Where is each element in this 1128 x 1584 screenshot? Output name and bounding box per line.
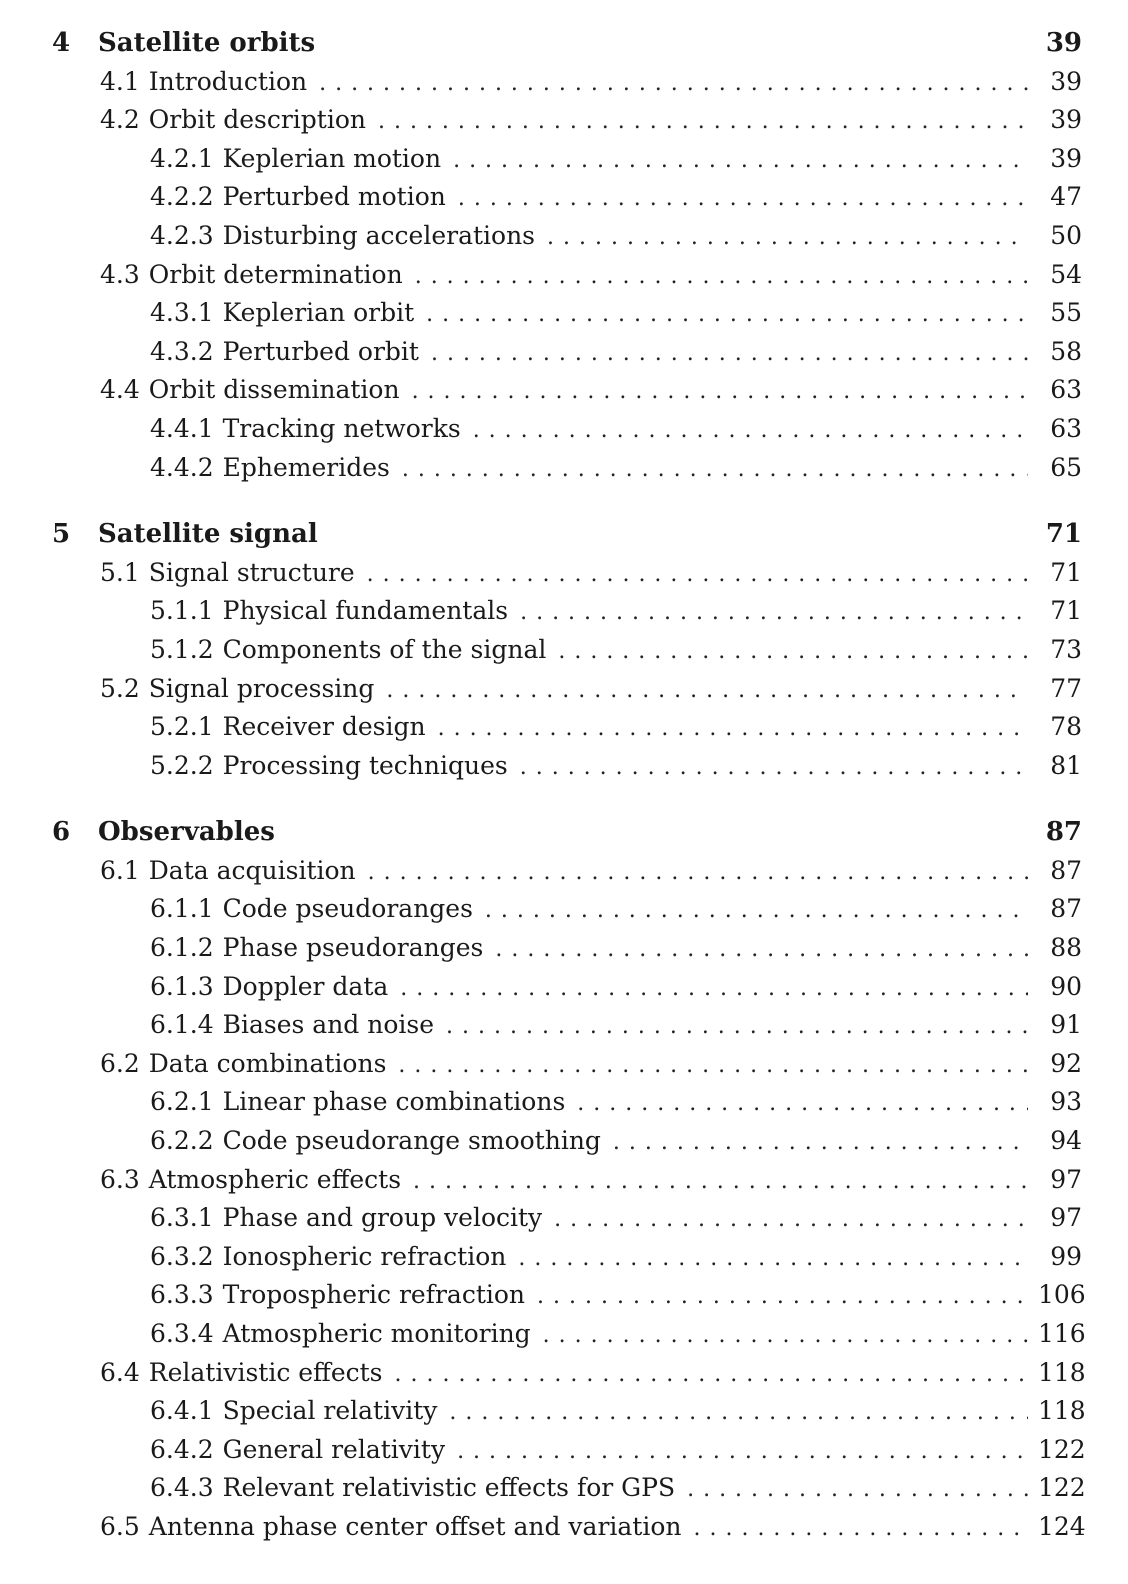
toc-subsection-entry[interactable]	[52, 1199, 1082, 1238]
entry-title: Perturbed motion	[222, 182, 446, 212]
entry-page-number: 124	[1038, 1511, 1086, 1541]
toc-subsection-entry[interactable]	[52, 410, 1082, 449]
entry-page-number: 106	[1038, 1280, 1086, 1310]
toc-chapter-heading[interactable]	[52, 24, 1082, 63]
toc-subsection-entry[interactable]	[52, 140, 1082, 179]
entry-number: 6.3.3	[150, 1280, 214, 1310]
entry-page-number: 77	[1050, 673, 1082, 703]
toc-section-entry[interactable]	[52, 101, 1082, 140]
entry-number: 6.1.1	[150, 894, 214, 924]
entry-number: 6.2	[100, 1048, 140, 1078]
dot-leader	[577, 1085, 1028, 1124]
dot-leader	[520, 594, 1028, 633]
entry-title: Antenna phase center offset and variation	[148, 1511, 682, 1541]
entry-title: Keplerian orbit	[222, 298, 415, 328]
entry-title: Phase pseudoranges	[222, 933, 484, 963]
dot-leader	[543, 1317, 1028, 1356]
entry-title: Physical fundamentals	[222, 596, 509, 626]
entry-page-number: 39	[1050, 66, 1082, 96]
toc-chapter-5	[52, 515, 1082, 785]
entry-title: Doppler data	[222, 971, 389, 1001]
toc-subsection-entry[interactable]	[52, 929, 1082, 968]
entry-number: 6.3.1	[150, 1203, 214, 1233]
entry-number: 5.2.1	[150, 712, 214, 742]
entry-page-number: 97	[1050, 1203, 1082, 1233]
dot-leader	[368, 854, 1028, 893]
toc-subsection-entry[interactable]	[52, 890, 1082, 929]
toc-subsection-entry[interactable]	[52, 449, 1082, 488]
entry-title: Introduction	[148, 66, 308, 96]
chapter-number: 4	[52, 28, 71, 58]
toc-subsection-entry[interactable]	[52, 708, 1082, 747]
dot-leader	[458, 180, 1028, 219]
dot-leader	[402, 451, 1028, 490]
toc-subsection-entry[interactable]	[52, 592, 1082, 631]
dot-leader	[431, 335, 1028, 374]
entry-title: Orbit dissemination	[148, 375, 400, 405]
entry-page-number: 118	[1038, 1357, 1086, 1387]
dot-leader	[319, 65, 1028, 104]
toc-subsection-entry[interactable]	[52, 1122, 1082, 1161]
entry-number: 4.3.1	[150, 298, 214, 328]
entry-title: Orbit description	[148, 105, 366, 135]
dot-leader	[412, 373, 1028, 412]
chapter-title: Satellite orbits	[98, 28, 316, 58]
entry-page-number: 93	[1050, 1087, 1082, 1117]
entry-title: Special relativity	[222, 1396, 438, 1426]
entry-title: Receiver design	[222, 712, 426, 742]
toc-section-entry[interactable]	[52, 1508, 1086, 1547]
dot-leader	[378, 103, 1028, 142]
entry-number: 6.4.1	[150, 1396, 214, 1426]
entry-page-number: 118	[1038, 1396, 1086, 1426]
toc-subsection-entry[interactable]	[52, 217, 1082, 256]
entry-page-number: 54	[1050, 259, 1082, 289]
entry-number: 6.4.3	[150, 1473, 214, 1503]
dot-leader	[687, 1471, 1028, 1510]
dot-leader	[415, 258, 1028, 297]
entry-number: 6.1	[100, 855, 140, 885]
entry-page-number: 73	[1050, 634, 1082, 664]
entry-title: Code pseudorange smoothing	[222, 1126, 601, 1156]
dot-leader	[520, 749, 1028, 788]
entry-title: Signal processing	[148, 673, 375, 703]
entry-title: Processing techniques	[222, 750, 508, 780]
entry-page-number: 71	[1050, 557, 1082, 587]
entry-number: 5.1.1	[150, 596, 214, 626]
entry-page-number: 94	[1050, 1126, 1082, 1156]
entry-title: Biases and noise	[222, 1010, 435, 1040]
entry-page-number: 58	[1050, 336, 1082, 366]
entry-title: Keplerian motion	[222, 143, 442, 173]
dot-leader	[547, 219, 1028, 258]
chapter-title: Observables	[98, 817, 275, 848]
dot-leader	[473, 412, 1028, 451]
chapter-number: 6	[52, 817, 71, 848]
dot-leader	[457, 1433, 1028, 1472]
entry-page-number: 71	[1050, 596, 1082, 626]
chapter-page-number: 71	[1045, 519, 1082, 550]
entry-page-number: 50	[1050, 220, 1082, 250]
toc-subsection-entry[interactable]	[52, 294, 1082, 333]
toc-section-entry[interactable]	[52, 1161, 1082, 1200]
toc-chapter-heading[interactable]	[52, 515, 1082, 554]
entry-number: 6.1.4	[150, 1010, 214, 1040]
entry-page-number: 87	[1050, 855, 1082, 885]
dot-leader	[446, 1008, 1028, 1047]
entry-title: Ephemerides	[222, 452, 390, 482]
entry-number: 4.4	[100, 375, 140, 405]
entry-number: 4.3.2	[150, 336, 214, 366]
entry-title: Perturbed orbit	[222, 336, 419, 366]
toc-subsection-entry[interactable]	[52, 1006, 1082, 1045]
entry-page-number: 122	[1038, 1473, 1086, 1503]
entry-page-number: 63	[1050, 375, 1082, 405]
dot-leader	[613, 1124, 1028, 1163]
entry-number: 4.2.3	[150, 220, 214, 250]
entry-number: 4.4.1	[150, 413, 214, 443]
dot-leader	[485, 892, 1028, 931]
entry-number: 6.4.2	[150, 1434, 214, 1464]
entry-page-number: 81	[1050, 750, 1082, 780]
entry-page-number: 55	[1050, 298, 1082, 328]
entry-number: 4.2.2	[150, 182, 214, 212]
dot-leader	[395, 1356, 1029, 1395]
entry-number: 4.2	[100, 105, 140, 135]
dot-leader	[413, 1163, 1028, 1202]
entry-page-number: 39	[1050, 105, 1082, 135]
toc-subsection-entry[interactable]	[52, 1315, 1086, 1354]
dot-leader	[537, 1278, 1028, 1317]
entry-title: Signal structure	[148, 557, 355, 587]
entry-number: 6.3	[100, 1164, 140, 1194]
entry-title: Tracking networks	[222, 413, 461, 443]
entry-page-number: 92	[1050, 1048, 1082, 1078]
entry-page-number: 63	[1050, 413, 1082, 443]
toc-section-entry[interactable]	[52, 1354, 1086, 1393]
toc-subsection-entry[interactable]	[52, 968, 1082, 1007]
toc-chapter-heading[interactable]	[52, 813, 1082, 852]
toc-section-entry[interactable]	[52, 1045, 1082, 1084]
entry-title: Disturbing accelerations	[222, 220, 536, 250]
dot-leader	[694, 1510, 1029, 1549]
chapter-page-number: 39	[1045, 28, 1082, 58]
dot-leader	[398, 1047, 1028, 1086]
toc-section-entry[interactable]	[52, 670, 1082, 709]
entry-number: 6.2.1	[150, 1087, 214, 1117]
entry-title: Relativistic effects	[148, 1357, 383, 1387]
toc-chapter-6	[52, 813, 1086, 1546]
toc-subsection-entry[interactable]	[52, 631, 1082, 670]
entry-number: 4.1	[100, 66, 140, 96]
entry-page-number: 47	[1050, 182, 1082, 212]
entry-page-number: 88	[1050, 933, 1082, 963]
entry-title: Orbit determination	[148, 259, 403, 289]
dot-leader	[386, 672, 1028, 711]
dot-leader	[558, 633, 1028, 672]
toc-section-entry[interactable]	[52, 852, 1082, 891]
entry-number: 6.3.2	[150, 1241, 214, 1271]
dot-leader	[426, 296, 1028, 335]
entry-title: Phase and group velocity	[222, 1203, 543, 1233]
toc-chapter-4	[52, 24, 1082, 487]
entry-page-number: 116	[1038, 1319, 1086, 1348]
entry-number: 6.3.4	[150, 1319, 214, 1348]
entry-page-number: 87	[1050, 894, 1082, 924]
toc-subsection-entry[interactable]	[52, 1238, 1082, 1277]
entry-number: 6.1.2	[150, 933, 214, 963]
entry-page-number: 90	[1050, 971, 1082, 1001]
dot-leader	[438, 710, 1028, 749]
toc-section-entry[interactable]	[52, 371, 1082, 410]
toc-subsection-entry[interactable]	[52, 1276, 1086, 1315]
entry-page-number: 99	[1050, 1241, 1082, 1271]
toc-subsection-entry[interactable]	[52, 178, 1082, 217]
dot-leader	[518, 1240, 1028, 1279]
toc-subsection-entry[interactable]	[52, 1083, 1082, 1122]
entry-title: General relativity	[222, 1434, 446, 1464]
entry-number: 5.2.2	[150, 750, 214, 780]
table-of-contents	[52, 24, 1086, 1547]
entry-title: Atmospheric effects	[148, 1164, 402, 1194]
entry-number: 4.4.2	[150, 452, 214, 482]
entry-title: Atmospheric monitoring	[222, 1319, 531, 1348]
entry-title: Ionospheric refraction	[222, 1241, 507, 1271]
dot-leader	[554, 1201, 1028, 1240]
toc-subsection-entry[interactable]	[52, 1431, 1086, 1470]
entry-number: 5.2	[100, 673, 140, 703]
entry-title: Data combinations	[148, 1048, 387, 1078]
entry-number: 6.1.3	[150, 971, 214, 1001]
chapter-page-number: 87	[1045, 817, 1082, 848]
entry-title: Data acquisition	[148, 855, 356, 885]
entry-title: Tropospheric refraction	[222, 1280, 526, 1310]
entry-page-number: 78	[1050, 712, 1082, 742]
toc-subsection-entry[interactable]	[52, 1392, 1086, 1431]
entry-number: 6.5	[100, 1511, 140, 1541]
entry-number: 4.3	[100, 259, 140, 289]
entry-title: Components of the signal	[222, 634, 547, 664]
chapter-number: 5	[52, 519, 71, 550]
dot-leader	[453, 142, 1028, 181]
entry-number: 5.1.2	[150, 634, 214, 664]
toc-section-entry[interactable]	[52, 554, 1082, 593]
entry-title: Relevant relativistic effects for GPS	[222, 1473, 676, 1503]
toc-subsection-entry[interactable]	[52, 1469, 1086, 1508]
dot-leader	[367, 556, 1028, 595]
toc-subsection-entry[interactable]	[52, 333, 1082, 372]
entry-page-number: 39	[1050, 143, 1082, 173]
entry-title: Linear phase combinations	[222, 1087, 566, 1117]
toc-section-entry[interactable]	[52, 63, 1082, 102]
entry-page-number: 65	[1050, 452, 1082, 482]
entry-number: 5.1	[100, 557, 140, 587]
chapter-title: Satellite signal	[98, 519, 318, 550]
dot-leader	[400, 970, 1028, 1009]
entry-number: 6.2.2	[150, 1126, 214, 1156]
entry-page-number: 97	[1050, 1164, 1082, 1194]
entry-number: 4.2.1	[150, 143, 214, 173]
entry-title: Code pseudoranges	[222, 894, 473, 924]
entry-number: 6.4	[100, 1357, 140, 1387]
toc-subsection-entry[interactable]	[52, 747, 1082, 786]
toc-section-entry[interactable]	[52, 256, 1082, 295]
entry-page-number: 91	[1050, 1010, 1082, 1040]
entry-page-number: 122	[1038, 1434, 1086, 1464]
dot-leader	[495, 931, 1028, 970]
dot-leader	[449, 1394, 1028, 1433]
